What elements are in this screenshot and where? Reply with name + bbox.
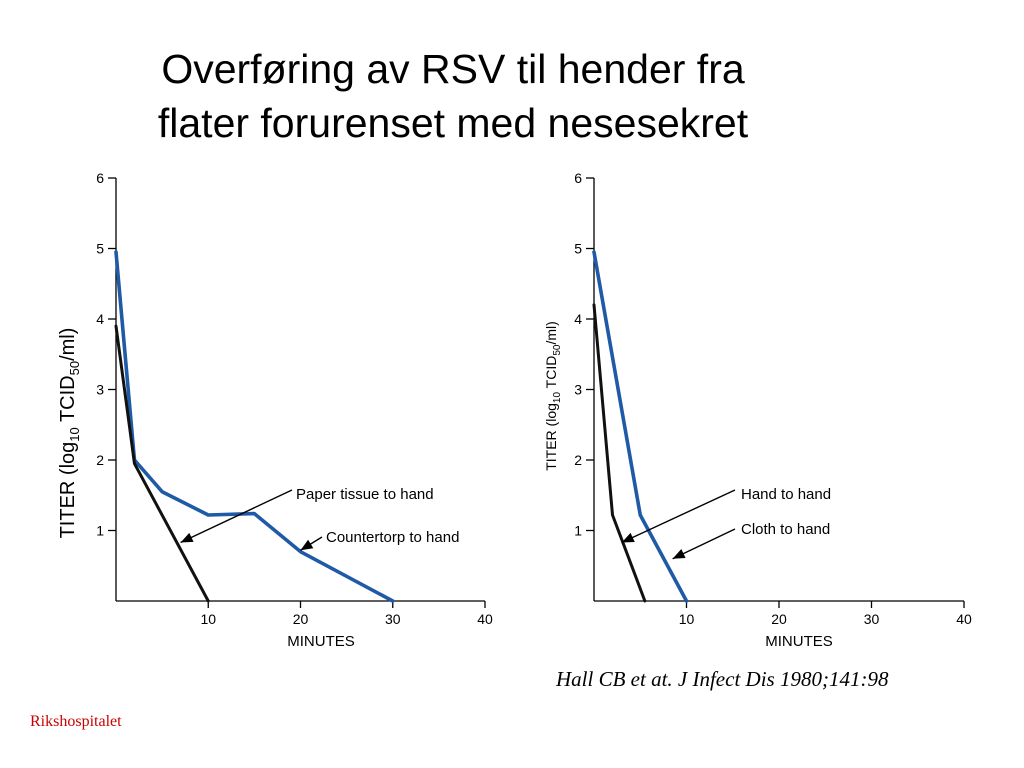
y-axis-title: TITER ($\log_{10}$ $TCID_{50}/ml$) [543,321,563,471]
annotation-label: Countertorp to hand [326,529,460,546]
title-line-1: Overføring av RSV til hender fra [161,46,745,92]
y-tick-label: 1 [574,522,582,539]
y-tick-label: 5 [96,240,104,257]
y-tick-label: 4 [574,311,582,327]
arrow-head-icon [301,540,314,551]
chart-left [57,170,493,650]
x-tick-label: 40 [956,611,972,627]
x-tick-label: 20 [292,611,309,627]
citation: Hall CB et at. J Infect Dis 1980;141:98 [556,667,889,691]
y-tick-label: 2 [96,452,104,468]
x-axis-title: MINUTES [287,633,355,650]
y-tick-label: 3 [96,381,104,398]
y-tick-label: 2 [574,452,582,468]
x-tick-label: 30 [863,611,880,627]
series-line-countertorp-to-hand [116,252,393,601]
footer-logo-text: Rikshospitalet [30,713,122,730]
x-tick-label: 30 [384,611,401,627]
y-tick-label: 5 [574,240,582,257]
annotation-label: Hand to hand [741,486,832,503]
x-axis-title: MINUTES [765,633,833,650]
x-tick-label: 20 [771,611,787,627]
x-tick-label: 40 [477,611,493,627]
annotation-arrow [181,490,292,542]
y-axis-title: TITER ($\log_{10}$ $TCID_{50}/ml$) [57,327,82,539]
y-tick-label: 6 [96,170,104,186]
series-line-cloth-to-hand [594,252,687,601]
y-tick-label: 3 [574,381,582,398]
annotation-label: Paper tissue to hand [296,486,434,503]
annotation-label: Cloth to hand [741,521,831,538]
y-tick-label: 6 [574,170,582,186]
title-line-2: flater forurenset med nesesekret [157,100,749,146]
x-tick-label: 10 [678,611,695,627]
series-line-hand-to-hand [594,305,645,601]
y-tick-label: 4 [96,311,104,327]
y-tick-label: 1 [96,522,104,539]
chart-right [543,170,972,650]
x-tick-label: 10 [200,611,217,627]
series-line-paper-tissue-to-hand [116,326,208,601]
